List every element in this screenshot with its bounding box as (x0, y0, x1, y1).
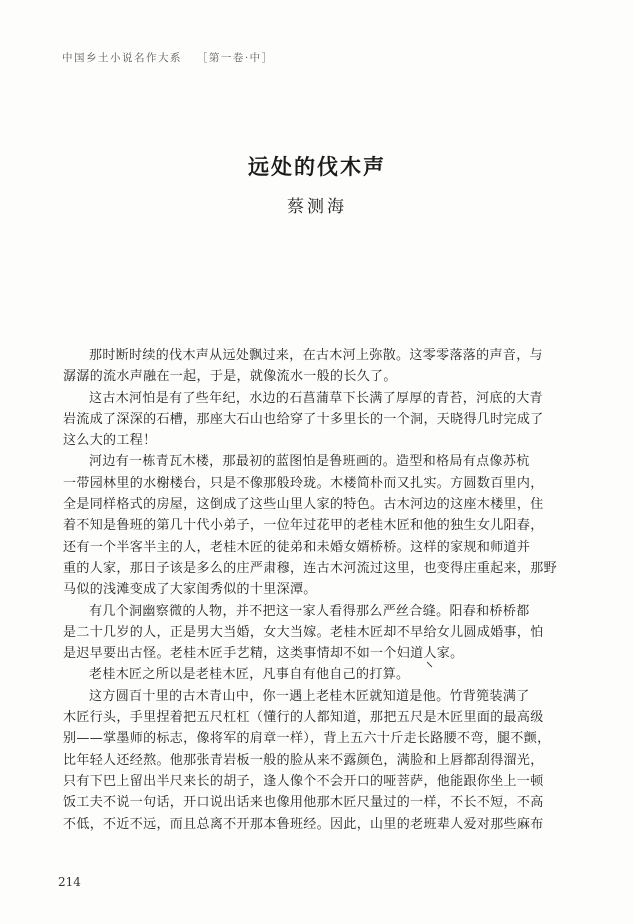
text-line: 这古木河怕是有了些年纪，水边的石菖蒲草下长满了厚厚的青苔，河底的大青 (89, 390, 543, 406)
text-line: 是二十几岁的人，正是男大当婚，女大当嫁。老桂木匠却不早给女儿圆成婚事，怕 (63, 624, 544, 640)
text-line: 饭工夫不说一句话，开口说出话来也像用他那木匠尺量过的一样，不长不短，不高 (63, 795, 544, 811)
text-line: 这么大的工程！ (63, 433, 157, 449)
text-line: 着不知是鲁班的第几十代小弟子，一位年过花甲的老桂木匠和他的独生女儿阳春， (63, 518, 544, 534)
text-line: 有几个洞幽察微的人物，并不把这一家人看得那么严丝合缝。阳春和桥桥都 (89, 603, 530, 619)
text-line: 只有下巴上留出半尺来长的胡子，逢人像个不会开口的哑菩萨，他能跟你坐上一顿 (63, 773, 544, 789)
text-line: 那时断时续的伐木声从远处飘过来，在古木河上弥散。这零零落落的声音，与 (89, 348, 543, 363)
text-line: 还有一个半客半主的人，老桂木匠的徒弟和未婚女婿桥桥。这样的家规和师道并 (63, 539, 531, 555)
text-line: 木匠行头，手里捏着把五尺杠杠（懂行的人都知道，那把五尺是木匠里面的最高级 (63, 710, 544, 726)
volume-label: ［第一卷·中］ (196, 52, 274, 64)
text-line: 别——掌墨师的标志，像将军的肩章一样），背上五六十斤走长路腰不弯，腿不颤， (63, 731, 551, 747)
text-line: 岩流成了深深的石槽，那座大石山也给穿了十多里长的一个洞，天晓得几时完成了 (63, 411, 544, 427)
text-line: 不低，不近不远，而且总离不开那本鲁班经。因此，山里的老班辈人爱对那些麻布 (63, 816, 544, 832)
text-line: 比年轻人还经熬。他那张青岩板一般的脸从来不露颜色，满脸和上唇都刮得溜光， (63, 752, 544, 768)
text-line: 全是同样格式的房屋，这倒成了这些山里人家的特色。古木河边的这座木楼里，住 (63, 497, 544, 513)
body-text (63, 345, 561, 835)
text-line: 老桂木匠之所以是老桂木匠，凡事自有他自己的打算。 (89, 667, 410, 683)
text-line: 重的人家，那日子该是多么的庄严肃穆，连古木河流过这里，也变得庄重起来，那野 (63, 560, 557, 576)
text-line: 潺潺的流水声融在一起，于是，就像流水一般的长久了。 (63, 369, 397, 385)
chapter-title: 远处的伐木声 (248, 154, 386, 179)
author-name: 蔡测海 (287, 197, 347, 217)
text-line: 一带园林里的水榭楼台，只是不像那般玲珑。木楼简朴而又扎实。方圆数百里内， (63, 475, 544, 491)
running-header (62, 50, 274, 65)
text-line: 是迟早要出古怪。老桂木匠手艺精，这类事情却不如一个妇道人家。 (63, 646, 464, 662)
page-number: 214 (58, 875, 81, 889)
series-name: 中国乡土小说名作大系 (62, 52, 182, 64)
text-line: 这方圆百十里的古木青山中，你一遇上老桂木匠就知道是他。竹背篼装满了 (89, 688, 530, 704)
text-line: 河边有一栋青瓦木楼，那最初的蓝图怕是鲁班画的。造型和格局有点像苏杭 (89, 454, 530, 470)
text-line: 马似的浅滩变成了大家闺秀似的十里深潭。 (63, 582, 317, 598)
